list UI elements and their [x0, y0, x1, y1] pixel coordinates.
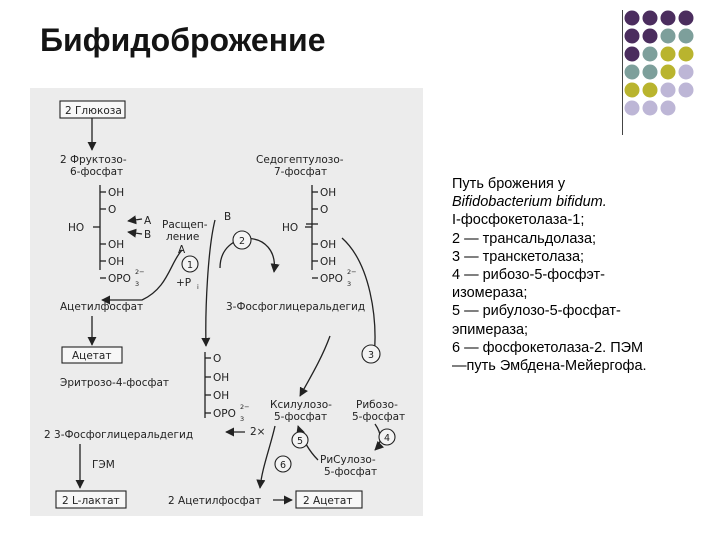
fructose-oh-3: OH [108, 256, 125, 268]
marker-b-left: B [144, 229, 152, 241]
acetylphosphate-2-label: 2 Ацетилфосфат [168, 495, 262, 507]
svg-text:OH: OH [320, 187, 337, 199]
step-1-label: 1 [187, 260, 194, 271]
fructose-opo3: OPO [108, 273, 131, 285]
svg-text:OPO: OPO [320, 273, 343, 285]
pi-label: +P [176, 277, 192, 289]
step-5-label: 5 [297, 436, 304, 447]
caption-line-1: Путь брожения у [452, 176, 566, 192]
cleavage-label-2: ление [166, 231, 200, 243]
svg-text:OH: OH [320, 256, 337, 268]
ribose-label-2: 5-фосфат [352, 411, 406, 423]
fructose-ho: HO [68, 222, 85, 234]
xylulose-label-1: Ксилулозо- [270, 399, 332, 411]
fructose-oh-2: OH [108, 239, 125, 251]
fructose-label-1: 2 Фруктозо- [60, 154, 127, 166]
decor-dot [643, 101, 658, 116]
xylulose-label-2: 5-фосфат [274, 411, 328, 423]
step-2-label: 2 [239, 236, 246, 247]
caption-line-7: изомераза; [452, 285, 528, 302]
decor-dot [679, 47, 694, 62]
decor-dot [625, 47, 640, 62]
decor-divider-line [622, 10, 623, 135]
decor-dot [679, 83, 694, 98]
svg-text:OH: OH [213, 390, 230, 402]
ribose-label-1: Рибозо- [356, 399, 398, 411]
caption-line-11: —путь Эмбдена-Мейергофа. [452, 358, 647, 375]
caption-line-6: 4 — рибозо-5-фосфэт- [452, 267, 605, 284]
caption-line-5: 3 — транскетолаза; [452, 248, 585, 265]
svg-text:2−: 2− [135, 268, 145, 276]
pem-label: ГЭМ [92, 459, 115, 471]
step-4-label: 4 [384, 433, 391, 444]
decor-dot [625, 65, 640, 80]
g3p-mid-label: 3-Фосфоглицеральдегид [226, 301, 366, 313]
decor-dot [643, 65, 658, 80]
decor-dot [661, 29, 676, 44]
decor-dot [625, 11, 640, 26]
decor-dot [679, 29, 694, 44]
cleavage-a: A [178, 244, 186, 256]
svg-text:3: 3 [240, 415, 245, 423]
step-3-label: 3 [368, 350, 375, 361]
decor-dot [643, 83, 658, 98]
svg-text:3: 3 [347, 280, 352, 288]
glucose-label: 2 Глюкоза [65, 105, 122, 117]
decor-dot [679, 11, 694, 26]
caption-line-8: 5 — рибулозо-5-фосфат- [452, 303, 621, 320]
times-two-label: 2× [250, 426, 266, 438]
decor-dot [625, 29, 640, 44]
decor-dot [661, 65, 676, 80]
caption-line-2: Bifidobacterium bifidum. [452, 194, 607, 211]
svg-text:OH: OH [320, 239, 337, 251]
erythrose-label: Эритрозо-4-фосфат [60, 377, 169, 389]
fructose-o: O [108, 204, 117, 216]
g3p-to-xylulose-arrow [300, 336, 330, 396]
fermentation-pathway-diagram [30, 88, 423, 516]
decor-dot [643, 47, 658, 62]
svg-text:HO: HO [282, 222, 299, 234]
step-6-label: 6 [280, 460, 287, 471]
decor-dot [643, 11, 658, 26]
sedo-to-ribose-arrow [342, 238, 375, 358]
decor-dot [643, 29, 658, 44]
caption-text [452, 175, 712, 375]
lactate-label: 2 L-лактат [62, 495, 120, 507]
decor-dot [661, 11, 676, 26]
ribulose-label-1: РиСулозо- [320, 454, 376, 466]
acetate-2-label: 2 Ацетат [303, 495, 353, 507]
caption-line-4: 2 — трансальдолаза; [452, 230, 597, 247]
acetylphosphate-label: Ацетилфосфат [60, 301, 144, 313]
cleavage-to-erythrose-arrow [206, 220, 215, 346]
decor-dot [625, 83, 640, 98]
svg-text:2−: 2− [347, 268, 357, 276]
svg-text:OH: OH [213, 372, 230, 384]
svg-text:i: i [197, 283, 199, 291]
fructose-oh-1: OH [108, 187, 125, 199]
slide-title: Бифидоброжение [40, 22, 326, 58]
decor-dot [661, 83, 676, 98]
decor-dot [625, 101, 640, 116]
svg-text:OPO: OPO [213, 408, 236, 420]
svg-text:O: O [213, 353, 222, 365]
decor-dot [679, 65, 694, 80]
acetate-label: Ацетат [72, 350, 112, 362]
ribulose-label-2: 5-фосфат [324, 466, 378, 478]
caption-line-10: 6 — фосфокетолаза-2. ПЭМ [452, 339, 644, 356]
marker-b-mid: B [224, 211, 232, 223]
caption-line-3: I-фосфокетолаза-1; [452, 212, 585, 229]
fructose-label-2: 6-фосфат [70, 166, 124, 178]
caption-line-9: эпимераза; [452, 321, 529, 338]
svg-text:O: O [320, 204, 329, 216]
sedo-label-2: 7-фосфат [274, 166, 328, 178]
g3p-left-label: 2 3-Фосфоглицеральдегид [44, 429, 194, 441]
decor-dot [661, 101, 676, 116]
marker-a-left: A [144, 215, 152, 227]
cleavage-label-1: Расщеп- [162, 219, 208, 231]
decor-dot [661, 47, 676, 62]
svg-text:2−: 2− [240, 403, 250, 411]
sedo-label-1: Седогептулозо- [256, 154, 344, 166]
svg-text:3: 3 [135, 280, 140, 288]
